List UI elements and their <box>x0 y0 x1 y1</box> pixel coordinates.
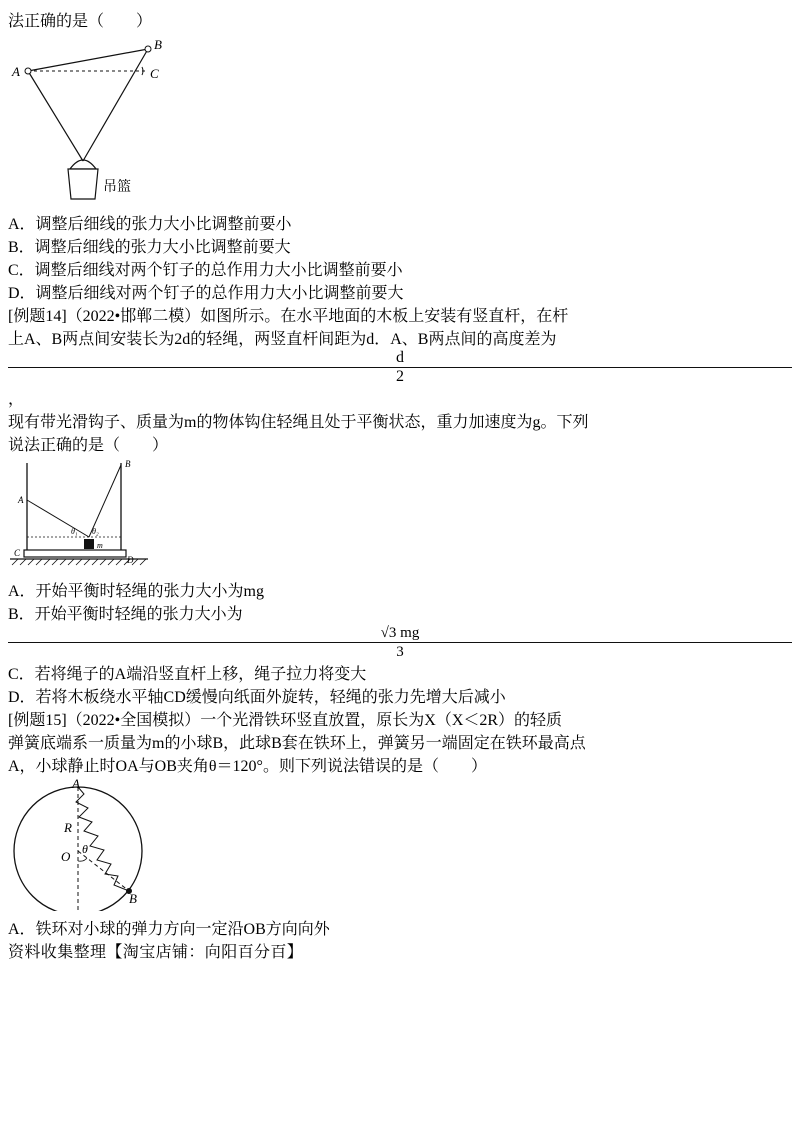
q14-option-a: A．开始平衡时轻绳的张力大小为mg <box>8 583 265 600</box>
q14-optb-num: √3 mg <box>380 625 420 641</box>
q14-figure <box>8 455 158 573</box>
q13-figure <box>8 31 168 206</box>
q15-label-o: O <box>61 849 71 864</box>
q15-angle-arc <box>78 858 87 861</box>
q15-figure <box>8 776 158 911</box>
q13-label-basket: 吊篮 <box>103 180 131 195</box>
q14-mass-block <box>84 539 94 549</box>
q14-option-c: C．若将绳子的A端沿竖直杆上移，绳子拉力将变大 <box>8 666 367 683</box>
q14-label-a: A <box>18 495 24 505</box>
q14-label-b: B <box>125 459 131 469</box>
q15-label-theta: θ <box>82 842 88 856</box>
q14-board <box>24 550 126 557</box>
q14-option-b-prefix: B．开始平衡时轻绳的张力大小为 <box>8 606 243 623</box>
q14-stem-line1 <box>8 303 792 326</box>
q13-label-b: B <box>154 37 162 52</box>
q15-label-a: A <box>72 776 80 791</box>
q15-option-a: A．铁环对小球的弹力方向一定沿OB方向向外 <box>8 921 330 938</box>
q13-stem-tail: 法正确的是（ ） <box>8 13 153 30</box>
q15-label-r: R <box>64 820 72 835</box>
q14-label-m: m <box>97 541 103 550</box>
q14-label-c: C <box>14 548 21 558</box>
q14-tag: [例题14] <box>8 308 67 325</box>
q14-frac-num: d <box>396 349 404 366</box>
q14-line2-end: ， <box>8 391 25 408</box>
q15-stem-line3: A，小球静止时OA与OB夹角θ＝120°。则下列说法错误的是（ ） <box>8 758 487 775</box>
q14-optb-den: 3 <box>8 642 792 661</box>
q13-option-d: D．调整后细线对两个钉子的总作用力大小比调整前要大 <box>8 285 404 302</box>
q15-line1-text: （2022•全国模拟）一个光滑铁环竖直放置，原长为X（X＜2R）的轻质 <box>66 712 563 729</box>
q14-label-theta2: θ₂ <box>92 527 99 536</box>
footer-note: 资料收集整理【淘宝店铺：向阳百分百】 <box>8 944 304 961</box>
q13-basket-icon <box>68 169 98 199</box>
q13-rope-left <box>28 71 83 161</box>
q14-label-d: D <box>127 555 134 565</box>
q14-label-theta1: θ₁ <box>71 527 78 536</box>
q14-stem-line2: 上A、B两点间安装长为2d的轻绳，两竖直杆间距为d．A、B两点间的高度差为 <box>8 331 557 348</box>
q14-fraction <box>8 349 792 386</box>
q13-option-b: B．调整后细线的张力大小比调整前要大 <box>8 239 291 256</box>
q13-label-c: C <box>150 66 159 81</box>
q15-tag: [例题15] <box>8 712 67 729</box>
q14-option-d: D．若将木板绕水平轴CD缓慢向纸面外旋转，轻绳的张力先增大后减小 <box>8 689 506 706</box>
q14-rope-left <box>27 500 89 537</box>
q14-stem-line4: 说法正确的是（ ） <box>8 437 169 454</box>
q14-line1-text: （2022•邯郸二模）如图所示。在水平地面的木板上安装有竖直杆，在杆 <box>66 308 569 325</box>
q15-stem-line1 <box>8 707 792 730</box>
q15-stem-line2: 弹簧底端系一质量为m的小球B，此球B套在铁环上，弹簧另一端固定在铁环最高点 <box>8 735 586 752</box>
q14-frac-den: 2 <box>8 367 792 386</box>
q13-option-c: C．调整后细线对两个钉子的总作用力大小比调整前要小 <box>8 262 403 279</box>
q14-ground-hatch <box>12 559 146 565</box>
q13-label-a: A <box>12 64 20 79</box>
q14-option-b-fraction <box>8 624 792 661</box>
q13-option-a: A．调整后细线的张力大小比调整前要小 <box>8 216 292 233</box>
q15-spring <box>76 787 129 891</box>
q13-nail-b <box>145 46 151 52</box>
q15-label-b: B <box>129 891 137 906</box>
q13-rope-ab <box>28 49 148 71</box>
q15-radius-ob <box>78 851 129 891</box>
q13-rope-right <box>83 49 148 161</box>
q13-basket-handle <box>70 160 96 169</box>
q13-nail-a <box>25 68 31 74</box>
q14-stem-line3: 现有带光滑钩子、质量为m的物体钩住轻绳且处于平衡状态，重力加速度为g。下列 <box>8 414 589 431</box>
